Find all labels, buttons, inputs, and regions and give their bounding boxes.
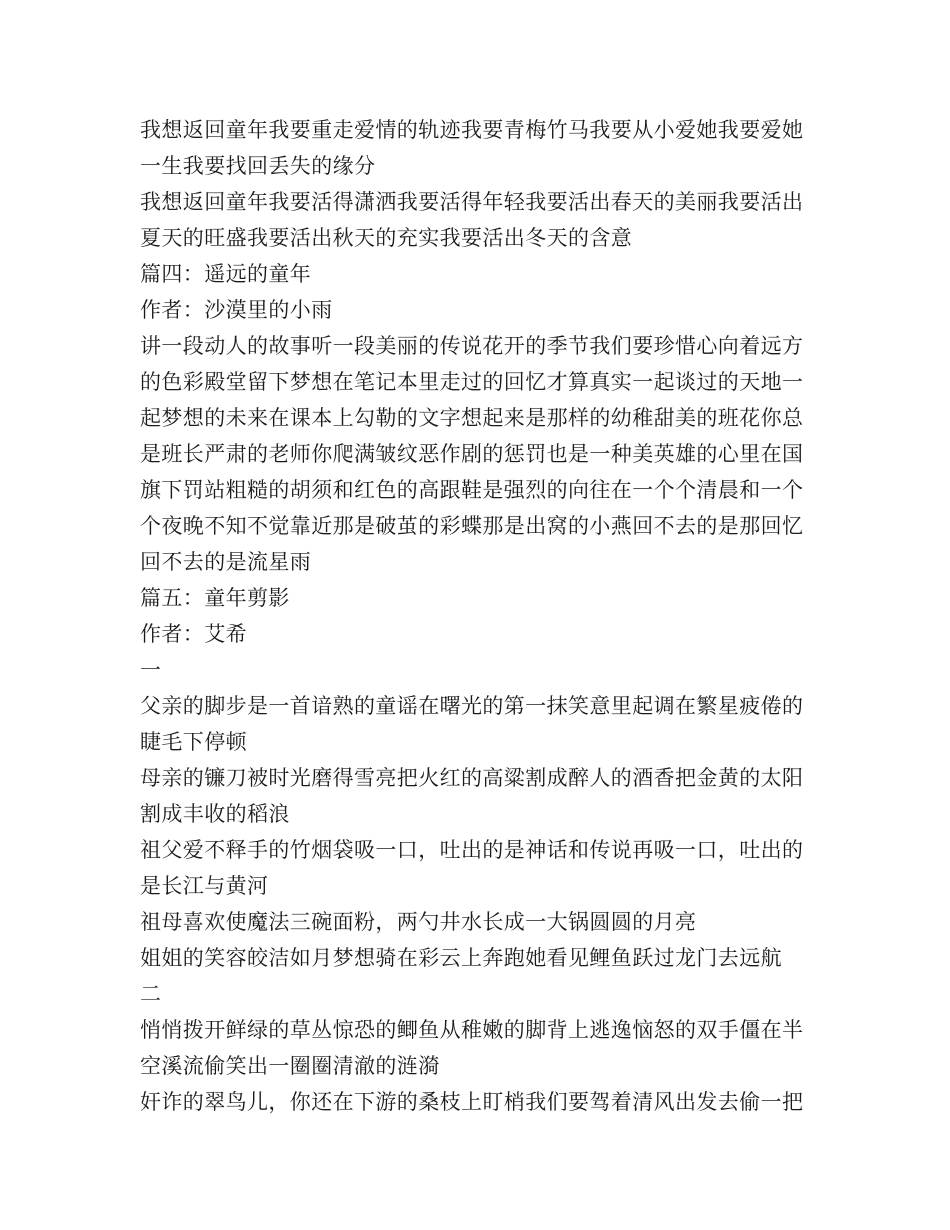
- text-line: 空溪流偷笑出一圈圈清澈的涟漪: [140, 1054, 440, 1078]
- section-heading: 篇四：遥远的童年: [140, 262, 312, 286]
- text-line: 祖母喜欢使魔法三碗面粉，两勺井水长成一大锅圆圆的月亮: [140, 910, 697, 934]
- text-line: 割成丰收的稻浪: [140, 802, 290, 826]
- text-line: 是班长严肃的老师你爬满皱纹恶作剧的惩罚也是一种美英雄的心里在国: [140, 442, 804, 466]
- text-line: 夏天的旺盛我要活出秋天的充实我要活出冬天的含意: [140, 226, 633, 250]
- text-line: 父亲的脚步是一首谙熟的童谣在曙光的第一抹笑意里起调在繁星疲倦的: [140, 694, 804, 718]
- author-line: 作者：艾希: [140, 622, 247, 646]
- section-heading: 篇五：童年剪影: [140, 586, 290, 610]
- part-number: 二: [140, 982, 162, 1006]
- text-line: 姐姐的笑容皎洁如月梦想骑在彩云上奔跑她看见鲤鱼跃过龙门去远航: [140, 946, 782, 970]
- text-line: 奸诈的翠鸟儿，你还在下游的桑枝上盯梢我们要驾着清风出发去偷一把: [140, 1090, 804, 1114]
- text-line: 一生我要找回丢失的缘分: [140, 154, 376, 178]
- text-line: 我想返回童年我要活得潇洒我要活得年轻我要活出春天的美丽我要活出: [140, 190, 804, 214]
- document-body: [140, 112, 816, 1120]
- text-line: 回不去的是流星雨: [140, 550, 312, 574]
- text-line: 我想返回童年我要重走爱情的轨迹我要青梅竹马我要从小爱她我要爱她: [140, 118, 804, 142]
- text-line: 起梦想的未来在课本上勾勒的文字想起来是那样的幼稚甜美的班花你总: [140, 406, 804, 430]
- text-line: 的色彩殿堂留下梦想在笔记本里走过的回忆才算真实一起谈过的天地一: [140, 370, 804, 394]
- text-line: 是长江与黄河: [140, 874, 269, 898]
- text-line: 睫毛下停顿: [140, 730, 247, 754]
- text-line: 母亲的镰刀被时光磨得雪亮把火红的高粱割成醉人的酒香把金黄的太阳: [140, 766, 804, 790]
- text-line: 讲一段动人的故事听一段美丽的传说花开的季节我们要珍惜心向着远方: [140, 334, 804, 358]
- part-number: 一: [140, 658, 162, 682]
- text-line: 祖父爱不释手的竹烟袋吸一口，吐出的是神话和传说再吸一口，吐出的: [140, 838, 804, 862]
- text-line: 个夜晚不知不觉靠近那是破茧的彩蝶那是出窝的小燕回不去的是那回忆: [140, 514, 804, 538]
- text-line: 悄悄拨开鲜绿的草丛惊恐的鲫鱼从稚嫩的脚背上逃逸恼怒的双手僵在半: [140, 1018, 804, 1042]
- text-line: 旗下罚站粗糙的胡须和红色的高跟鞋是强烈的向往在一个个清晨和一个: [140, 478, 804, 502]
- author-line: 作者：沙漠里的小雨: [140, 298, 333, 322]
